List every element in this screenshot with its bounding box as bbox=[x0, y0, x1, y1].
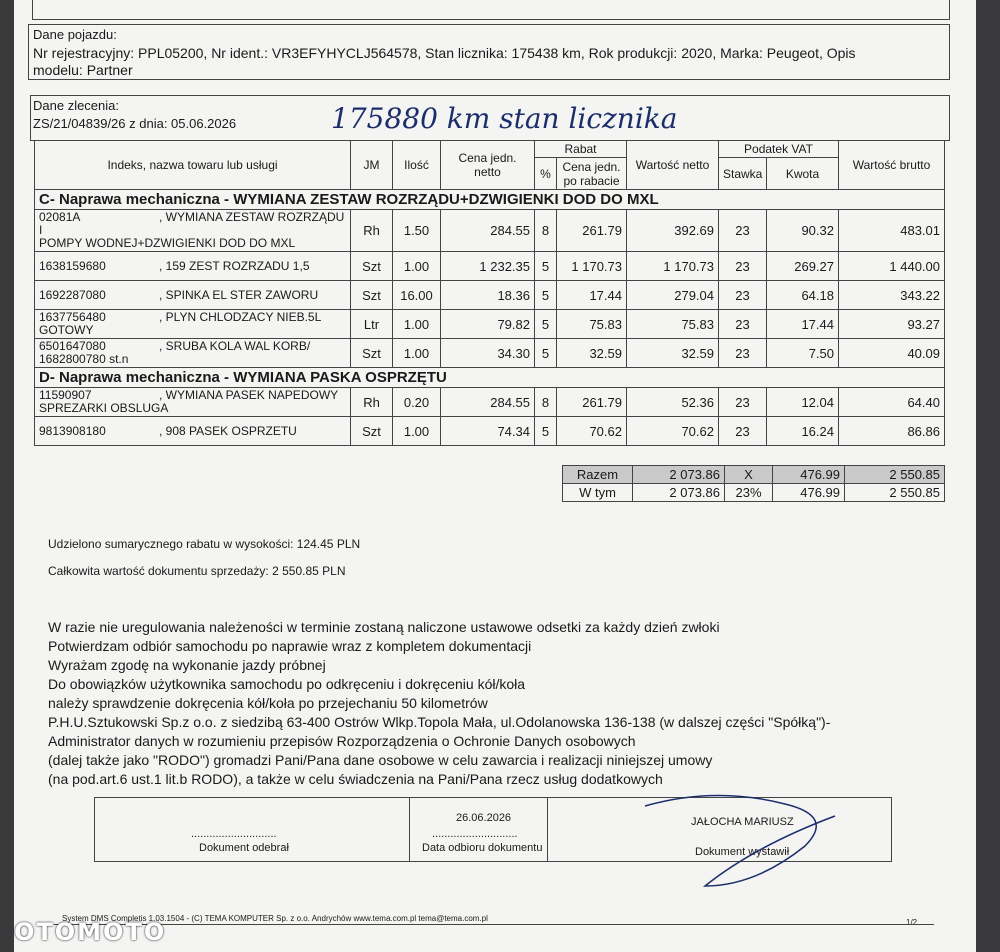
cell-gross: 86.86 bbox=[839, 417, 945, 446]
signature-box bbox=[94, 797, 892, 862]
cell-gross: 1 440.00 bbox=[839, 252, 945, 281]
wtym-gross: 2 550.85 bbox=[845, 484, 945, 502]
cell-gross: 93.27 bbox=[839, 310, 945, 339]
item-description bbox=[35, 339, 351, 368]
item-description bbox=[35, 252, 351, 281]
cell-net: 392.69 bbox=[627, 210, 719, 252]
item-name: , SPINKA EL STER ZAWORU bbox=[159, 287, 319, 302]
header-after-discount: Cena jedn. po rabacie bbox=[557, 158, 627, 190]
terms-line: Do obowiązków użytkownika samochodu po odkręceniu i dokręceniu kół/koła bbox=[48, 676, 526, 692]
cell-qty: 1.50 bbox=[393, 210, 441, 252]
cell-price: 284.55 bbox=[441, 210, 535, 252]
totals-table bbox=[562, 465, 945, 502]
header-rate: Stawka bbox=[719, 158, 767, 190]
cell-after: 261.79 bbox=[557, 210, 627, 252]
cell-rate: 23 bbox=[719, 310, 767, 339]
header-qty: Ilość bbox=[393, 141, 441, 190]
wtym-label: W tym bbox=[563, 484, 633, 502]
item-code: 1692287080 bbox=[39, 287, 106, 302]
invoice-page bbox=[14, 0, 976, 952]
terms-line: P.H.U.Sztukowski Sp.z o.o. z siedzibą 63-400 Ostrów Wlkp.Topola Mała, ul.Odolanowska 136-138 (w dalszej części "Spółką")- bbox=[48, 714, 831, 730]
cell-jm: Rh bbox=[351, 210, 393, 252]
razem-rate: X bbox=[725, 466, 773, 484]
item-code: 1637756480 bbox=[39, 310, 106, 324]
cell-vat: 269.27 bbox=[767, 252, 839, 281]
section-title: C- Naprawa mechaniczna - WYMIANA ZESTAW ROZRZĄDU+DZWIGIENKI DOD DO MXL bbox=[35, 190, 945, 210]
razem-net: 2 073.86 bbox=[633, 466, 725, 484]
cell-after: 32.59 bbox=[557, 339, 627, 368]
cell-after: 261.79 bbox=[557, 388, 627, 417]
wtym-vat: 476.99 bbox=[773, 484, 845, 502]
cell-price: 34.30 bbox=[441, 339, 535, 368]
cell-net: 279.04 bbox=[627, 281, 719, 310]
item-code2: GOTOWY bbox=[39, 323, 94, 337]
cell-pct: 5 bbox=[535, 281, 557, 310]
system-footer: System DMS Completis 1.03.1504 - (C) TEMA KOMPUTER Sp. z o.o. Andrychów www.tema.com.pl tema@tema.com.pl bbox=[62, 914, 488, 923]
cell-net: 1 170.73 bbox=[627, 252, 719, 281]
cell-after: 1 170.73 bbox=[557, 252, 627, 281]
vehicle-line2: modelu: Partner bbox=[33, 62, 133, 78]
cell-net: 70.62 bbox=[627, 417, 719, 446]
razem-label: Razem bbox=[563, 466, 633, 484]
doc-received-col bbox=[95, 798, 410, 861]
order-heading: Dane zlecenia: bbox=[33, 98, 119, 113]
cell-qty: 1.00 bbox=[393, 339, 441, 368]
terms-line: należy sprawdzenie dokręcenia kół/koła po przejechaniu 50 kilometrów bbox=[48, 695, 488, 711]
cell-vat: 12.04 bbox=[767, 388, 839, 417]
signature-scribble-icon bbox=[635, 786, 875, 898]
items-table bbox=[34, 140, 945, 446]
item-description bbox=[35, 210, 351, 252]
cell-pct: 5 bbox=[535, 310, 557, 339]
cell-price: 284.55 bbox=[441, 388, 535, 417]
item-description bbox=[35, 310, 351, 339]
cell-gross: 64.40 bbox=[839, 388, 945, 417]
terms-block bbox=[48, 618, 830, 789]
item-code: 11590907 bbox=[39, 388, 92, 402]
header-gross: Wartość brutto bbox=[839, 141, 945, 190]
cell-after: 17.44 bbox=[557, 281, 627, 310]
header-vat: Podatek VAT bbox=[719, 141, 839, 158]
cell-jm: Szt bbox=[351, 339, 393, 368]
vehicle-line1: Nr rejestracyjny: PPL05200, Nr ident.: VR3EFYHYCLJ564578, Stan licznika: 175438 km, Rok produkcji: 2020, Marka: Peugeot, Opis bbox=[33, 45, 856, 61]
doc-received-label: Dokument odebrał bbox=[199, 842, 289, 854]
date-dots: ............................ bbox=[432, 828, 518, 840]
cell-pct: 5 bbox=[535, 339, 557, 368]
doc-received-dots: ............................ bbox=[191, 828, 277, 840]
cell-price: 79.82 bbox=[441, 310, 535, 339]
item-code2: SPREZARKI OBSLUGA bbox=[39, 401, 169, 415]
header-net: Wartość netto bbox=[627, 141, 719, 190]
cell-qty: 1.00 bbox=[393, 252, 441, 281]
terms-line: W razie nie uregulowania należeności w terminie zostaną naliczone ustawowe odsetki za każdy dzień zwłoki bbox=[48, 619, 720, 635]
item-code2: POMPY WODNEJ+DZWIGIENKI DOD DO MXL bbox=[39, 236, 296, 250]
razem-gross: 2 550.85 bbox=[845, 466, 945, 484]
otomoto-watermark: OTOMOTO bbox=[14, 918, 167, 946]
table-row bbox=[35, 210, 945, 252]
cell-vat: 7.50 bbox=[767, 339, 839, 368]
order-box bbox=[30, 95, 950, 141]
terms-line: Wyrażam zgodę na wykonanie jazdy próbnej bbox=[48, 657, 326, 673]
cell-rate: 23 bbox=[719, 388, 767, 417]
razem-vat: 476.99 bbox=[773, 466, 845, 484]
item-name: , 159 ZEST ROZRZADU 1,5 bbox=[159, 258, 310, 273]
item-name: , 908 PASEK OSPRZETU bbox=[159, 423, 297, 438]
page-number: 1/2 bbox=[906, 918, 918, 927]
cell-pct: 5 bbox=[535, 417, 557, 446]
footer-rule bbox=[54, 924, 934, 925]
cell-rate: 23 bbox=[719, 281, 767, 310]
cell-qty: 1.00 bbox=[393, 310, 441, 339]
doc-issued-label: Dokument wystawił bbox=[695, 846, 790, 858]
table-row bbox=[35, 388, 945, 417]
cell-gross: 343.22 bbox=[839, 281, 945, 310]
table-row bbox=[35, 281, 945, 310]
header-unit-price: Cena jedn. netto bbox=[441, 141, 535, 190]
item-description bbox=[35, 417, 351, 446]
cell-price: 18.36 bbox=[441, 281, 535, 310]
date-col bbox=[410, 798, 548, 861]
table-row bbox=[35, 339, 945, 368]
header-pct: % bbox=[535, 158, 557, 190]
header-index: Indeks, nazwa towaru lub usługi bbox=[35, 141, 351, 190]
cell-jm: Ltr bbox=[351, 310, 393, 339]
header-amount: Kwota bbox=[767, 158, 839, 190]
header-discount: Rabat bbox=[535, 141, 627, 158]
top-strip bbox=[32, 0, 950, 20]
item-code: 9813908180 bbox=[39, 423, 106, 438]
cell-rate: 23 bbox=[719, 339, 767, 368]
item-name: , PLYN CHLODZACY NIEB.5L bbox=[159, 310, 322, 324]
vehicle-box bbox=[28, 24, 950, 80]
cell-rate: 23 bbox=[719, 252, 767, 281]
item-code: 1638159680 bbox=[39, 258, 106, 273]
cell-qty: 16.00 bbox=[393, 281, 441, 310]
cell-net: 75.83 bbox=[627, 310, 719, 339]
totals-wtym bbox=[563, 484, 945, 502]
item-code: 02081A bbox=[39, 210, 81, 224]
cell-qty: 0.20 bbox=[393, 388, 441, 417]
item-code2: 1682800780 st.n bbox=[39, 352, 129, 366]
cell-jm: Rh bbox=[351, 388, 393, 417]
cell-jm: Szt bbox=[351, 252, 393, 281]
section-header bbox=[35, 190, 945, 210]
cell-gross: 40.09 bbox=[839, 339, 945, 368]
table-row bbox=[35, 310, 945, 339]
cell-price: 74.34 bbox=[441, 417, 535, 446]
cell-price: 1 232.35 bbox=[441, 252, 535, 281]
cell-rate: 23 bbox=[719, 210, 767, 252]
cell-vat: 64.18 bbox=[767, 281, 839, 310]
cell-vat: 17.44 bbox=[767, 310, 839, 339]
cell-after: 75.83 bbox=[557, 310, 627, 339]
vehicle-heading: Dane pojazdu: bbox=[33, 27, 117, 42]
cell-rate: 23 bbox=[719, 417, 767, 446]
section-header bbox=[35, 368, 945, 388]
header-jm: JM bbox=[351, 141, 393, 190]
cell-gross: 483.01 bbox=[839, 210, 945, 252]
terms-line: (na pod.art.6 ust.1 lit.b RODO), a także w celu świadczenia na Pani/Pana rzecz usług dodatkowych bbox=[48, 771, 663, 787]
table-row bbox=[35, 252, 945, 281]
cell-net: 32.59 bbox=[627, 339, 719, 368]
item-description bbox=[35, 388, 351, 417]
item-code: 6501647080 bbox=[39, 339, 106, 353]
item-description bbox=[35, 281, 351, 310]
handwritten-mileage: 175880 km stan licznika bbox=[331, 102, 678, 135]
section-title: D- Naprawa mechaniczna - WYMIANA PASKA OSPRZĘTU bbox=[35, 368, 945, 388]
cell-jm: Szt bbox=[351, 281, 393, 310]
total-summary: Całkowita wartość dokumentu sprzedaży: 2 550.85 PLN bbox=[48, 564, 346, 578]
issuer-name: JAŁOCHA MARIUSZ bbox=[691, 816, 794, 828]
table-row bbox=[35, 417, 945, 446]
cell-vat: 90.32 bbox=[767, 210, 839, 252]
order-number: ZS/21/04839/26 z dnia: 05.06.2026 bbox=[33, 116, 237, 131]
cell-net: 52.36 bbox=[627, 388, 719, 417]
wtym-rate: 23% bbox=[725, 484, 773, 502]
cell-pct: 5 bbox=[535, 252, 557, 281]
discount-summary: Udzielono sumarycznego rabatu w wysokości: 124.45 PLN bbox=[48, 537, 361, 551]
cell-jm: Szt bbox=[351, 417, 393, 446]
cell-vat: 16.24 bbox=[767, 417, 839, 446]
item-name: , WYMIANA ZESTAW ROZRZĄDU I bbox=[39, 210, 345, 237]
item-name: , SRUBA KOLA WAL KORB/ bbox=[159, 339, 311, 353]
totals-razem bbox=[563, 466, 945, 484]
cell-pct: 8 bbox=[535, 210, 557, 252]
terms-line: Administrator danych w rozumieniu przepisów Rozporządzenia o Ochronie Danych osobowych bbox=[48, 733, 636, 749]
receipt-date: 26.06.2026 bbox=[456, 812, 512, 824]
cell-pct: 8 bbox=[535, 388, 557, 417]
date-label: Data odbioru dokumentu bbox=[422, 842, 543, 854]
wtym-net: 2 073.86 bbox=[633, 484, 725, 502]
terms-line: (dalej także jako "RODO") gromadzi Pani/Pana dane osobowe w celu zawarcia i realizacji niniejszej umowy bbox=[48, 752, 713, 768]
cell-qty: 1.00 bbox=[393, 417, 441, 446]
cell-after: 70.62 bbox=[557, 417, 627, 446]
item-name: , WYMIANA PASEK NAPEDOWY bbox=[159, 388, 339, 402]
terms-line: Potwierdzam odbiór samochodu po naprawie wraz z kompletem dokumentacji bbox=[48, 638, 532, 654]
